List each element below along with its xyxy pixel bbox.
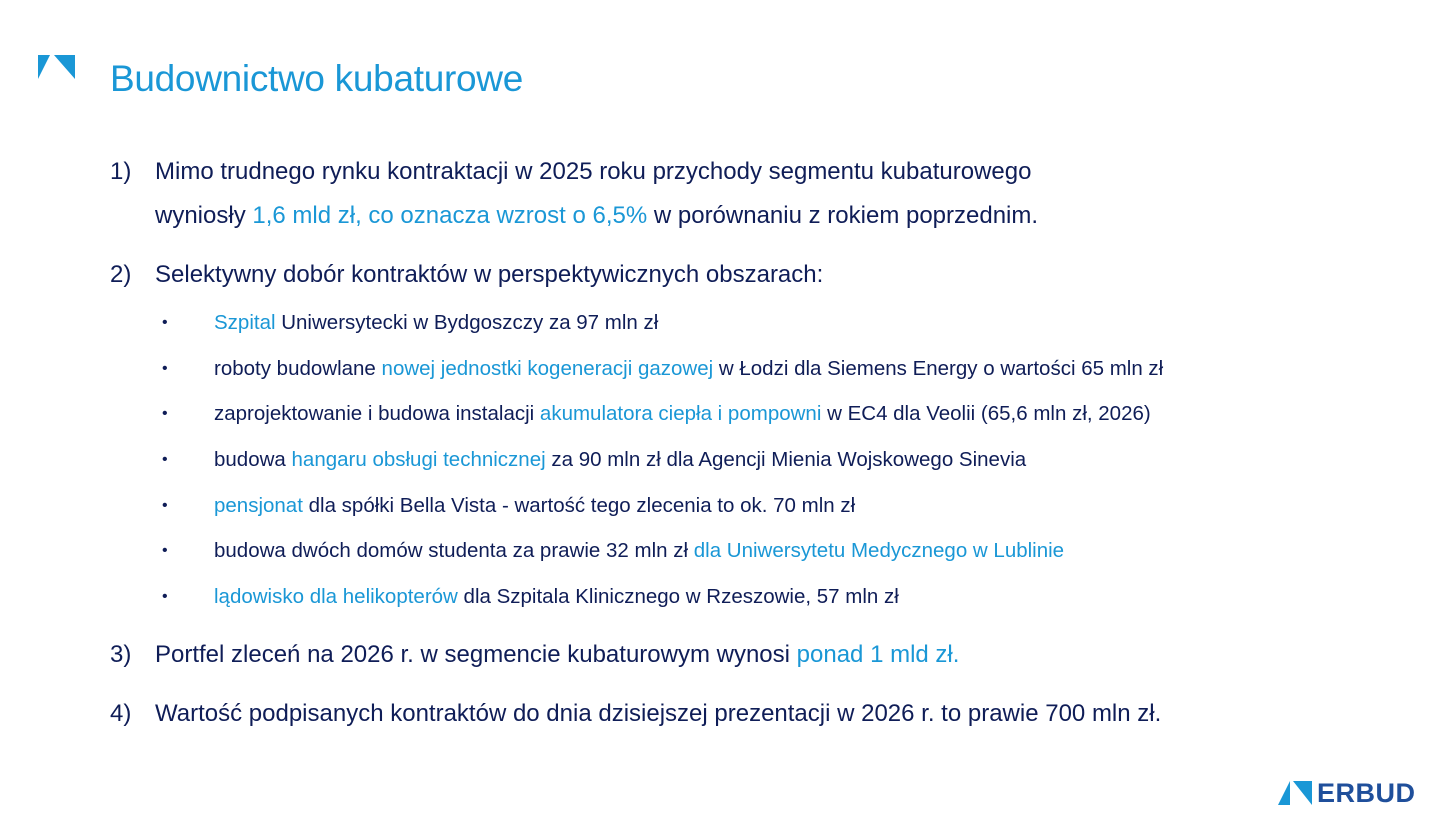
- highlight-text: pensjonat: [214, 494, 303, 517]
- page-title: Budownictwo kubaturowe: [110, 58, 523, 99]
- bullet-icon: •: [162, 405, 168, 422]
- bullet-icon: •: [162, 360, 168, 377]
- bullet-icon: •: [162, 542, 168, 559]
- brand-name: ERBUD: [1317, 778, 1416, 808]
- highlight-text: ponad 1 mld zł.: [796, 641, 960, 668]
- item-text: Selektywny dobór kontraktów w perspektywicznych obszarach:: [155, 261, 824, 288]
- erbud-logo-mark-icon: [1278, 781, 1312, 805]
- highlight-text: Szpital: [214, 311, 276, 334]
- highlight-text: dla Uniwersytetu Medycznego w Lublinie: [693, 539, 1065, 562]
- item-number: 2): [110, 261, 132, 288]
- item-number: 4): [110, 700, 132, 727]
- highlight-text: nowej jednostki kogeneracji gazowej: [381, 357, 714, 380]
- highlight-text: 1,6 mld zł, co oznacza wzrost o 6,5%: [252, 202, 648, 229]
- item-number: 3): [110, 641, 132, 668]
- item-number: 1): [110, 158, 132, 185]
- item-text-line-1: Mimo trudnego rynku kontraktacji w 2025 roku przychody segmentu kubaturowego: [155, 158, 1032, 185]
- highlight-text: lądowisko dla helikopterów: [214, 585, 458, 608]
- erbud-logo: [1278, 780, 1416, 806]
- highlight-text: hangaru obsługi technicznej: [291, 448, 546, 471]
- corner-logo-mark-icon: [38, 55, 75, 79]
- highlight-text: akumulatora ciepła i pompowni: [539, 402, 822, 425]
- bullet-icon: •: [162, 588, 168, 605]
- bullet-icon: •: [162, 497, 168, 514]
- item-text: Wartość podpisanych kontraktów do dnia dzisiejszej prezentacji w 2026 r. to prawie 700 mln zł.: [155, 700, 1162, 727]
- item-text-line-2: wyniosły 1,6 mld zł, co oznacza wzrost o 6,5% w porównaniu z rokiem poprzednim.: [155, 202, 1039, 229]
- bullet-icon: •: [162, 451, 168, 468]
- bullet-icon: •: [162, 314, 168, 331]
- item-text: Portfel zleceń na 2026 r. w segmencie kubaturowym wynosi ponad 1 mld zł.: [155, 641, 960, 668]
